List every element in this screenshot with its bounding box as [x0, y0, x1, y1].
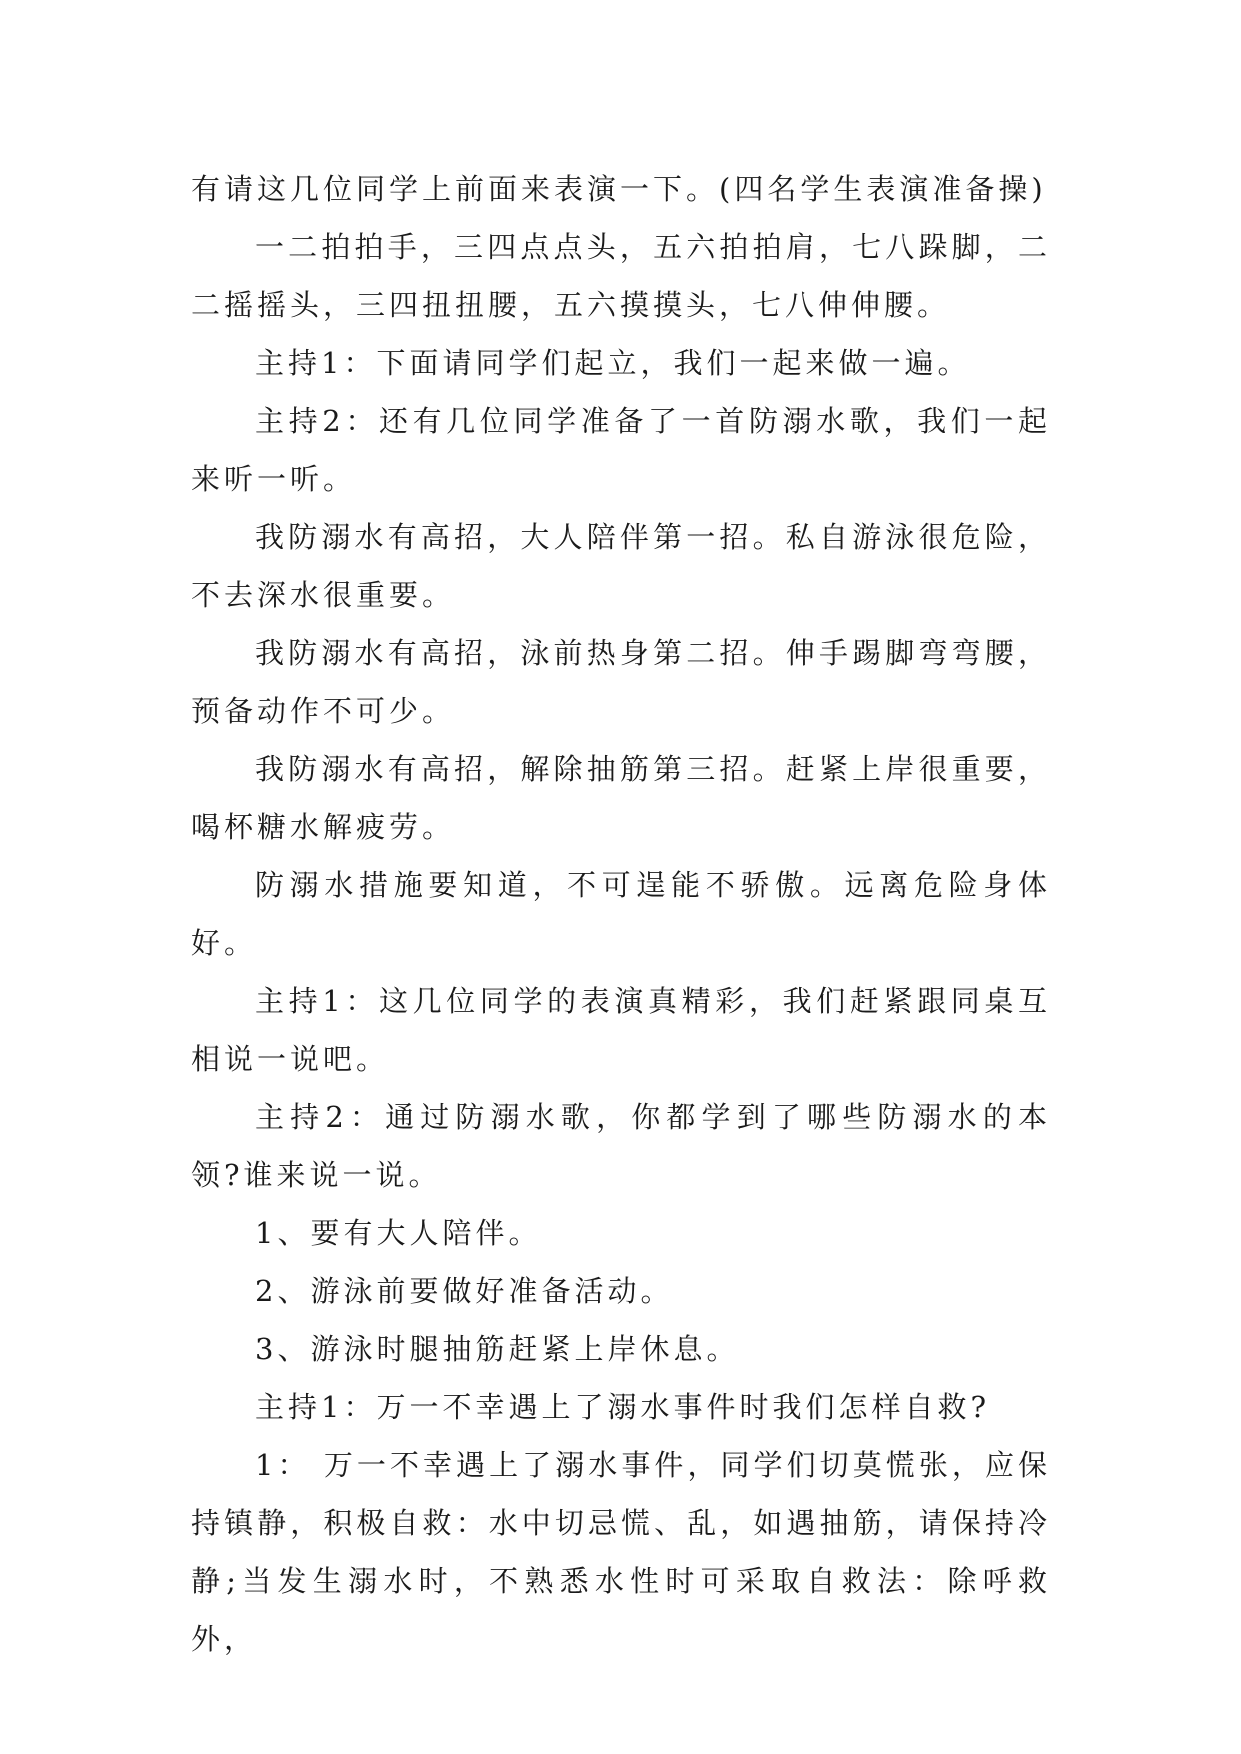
paragraph-4: 主持2：还有几位同学准备了一首防溺水歌，我们一起来听一听。	[191, 404, 1051, 496]
paragraph-8: 防溺水措施要知道，不可逞能不骄傲。远离危险身体好。	[191, 868, 1051, 960]
paragraph-6: 我防溺水有高招，泳前热身第二招。伸手踢脚弯弯腰，预备动作不可少。	[191, 636, 1051, 728]
paragraph-9: 主持1：这几位同学的表演真精彩，我们赶紧跟同桌互相说一说吧。	[191, 984, 1051, 1076]
paragraph-2: 一二拍拍手，三四点点头，五六拍拍肩，七八跺脚，二二摇摇头，三四扭扭腰，五六摸摸头，七八伸伸腰。	[191, 230, 1051, 322]
paragraph-14: 主持1：万一不幸遇上了溺水事件时我们怎样自救?	[255, 1390, 990, 1424]
list-item-3: 3、游泳时腿抽筋赶紧上岸休息。	[255, 1332, 740, 1366]
list-item-2: 2、游泳前要做好准备活动。	[255, 1274, 674, 1308]
paragraph-7: 我防溺水有高招，解除抽筋第三招。赶紧上岸很重要，喝杯糖水解疲劳。	[191, 752, 1051, 844]
paragraph-1: 有请这几位同学上前面来表演一下。(四名学生表演准备操)	[191, 172, 1047, 206]
list-item-1: 1、要有大人陪伴。	[255, 1216, 542, 1250]
paragraph-5: 我防溺水有高招，大人陪伴第一招。私自游泳很危险，不去深水很重要。	[191, 520, 1051, 612]
paragraph-15: 1： 万一不幸遇上了溺水事件，同学们切莫慌张，应保持镇静，积极自救：水中切忌慌、乱，如遇抽筋，请保持冷静;当发生溺水时，不熟悉水性时可采取自救法：除呼救外，	[191, 1448, 1051, 1656]
paragraph-3: 主持1：下面请同学们起立，我们一起来做一遍。	[255, 346, 971, 380]
document-body	[191, 160, 1051, 1668]
paragraph-10: 主持2：通过防溺水歌，你都学到了哪些防溺水的本领?谁来说一说。	[191, 1100, 1051, 1192]
